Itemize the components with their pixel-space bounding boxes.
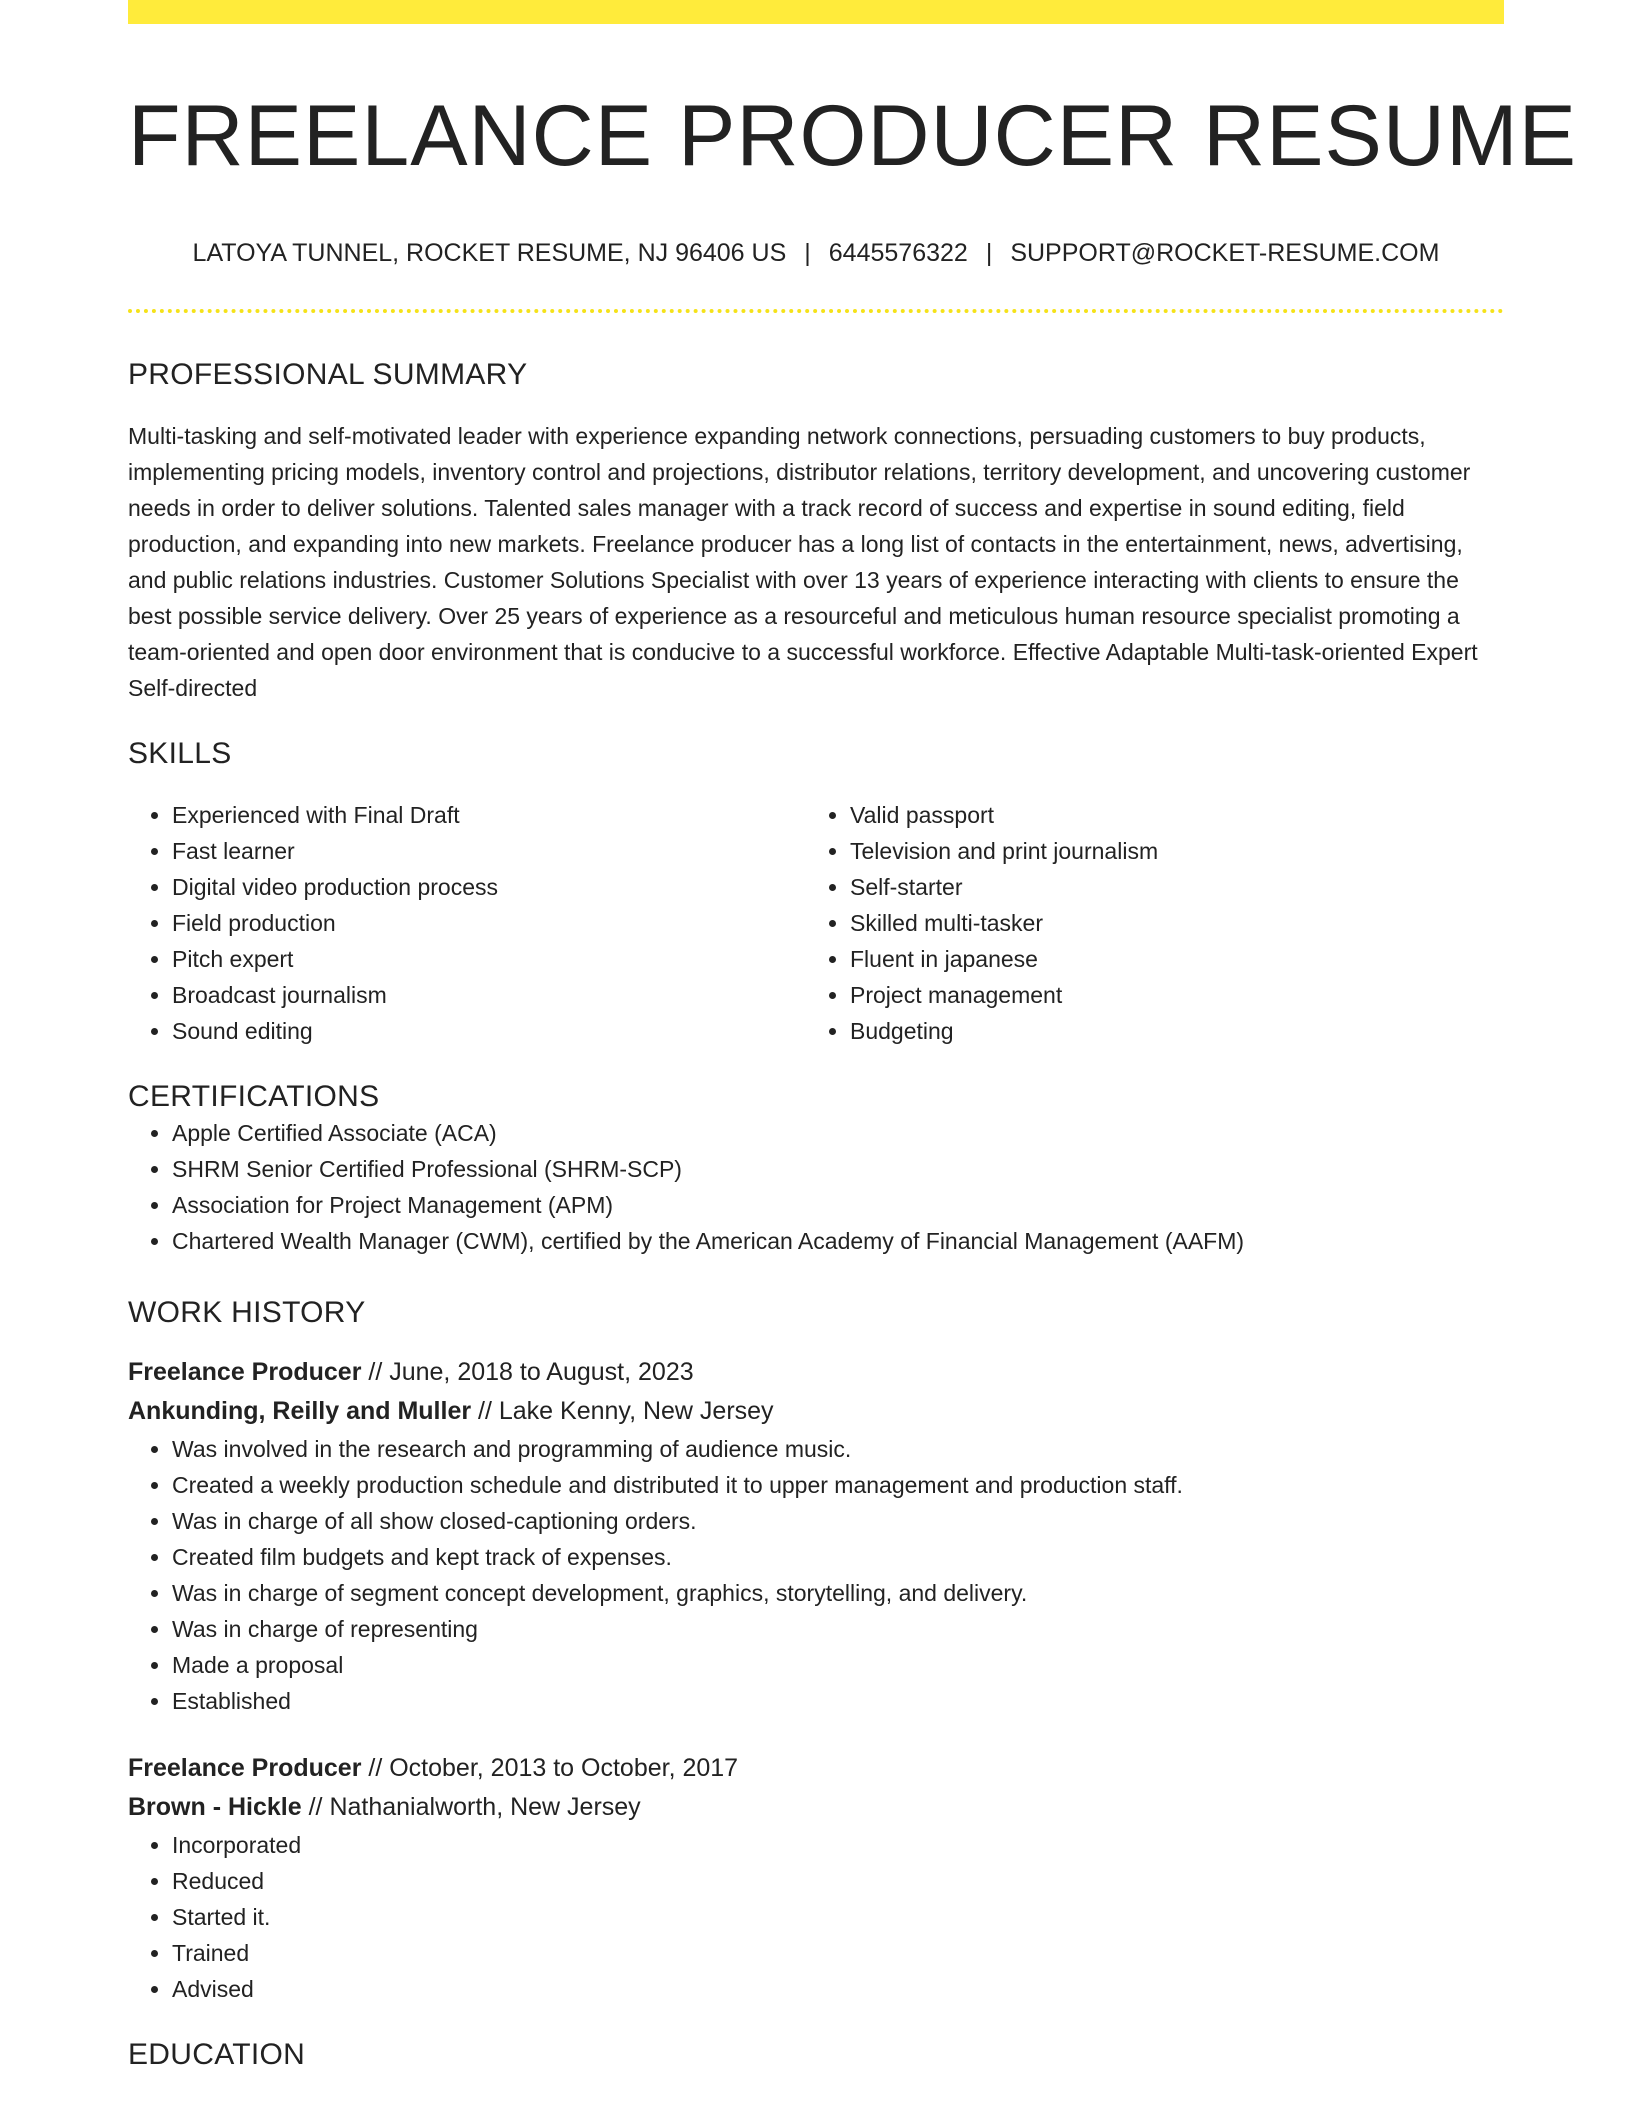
- skill-item: • Pitch expert: [172, 941, 806, 977]
- certifications-section: [128, 1079, 1504, 1259]
- work-history-section: [128, 1295, 1504, 2007]
- job-duty-item: • Was in charge of representing: [172, 1611, 1504, 1647]
- contact-separator: |: [804, 239, 811, 267]
- summary-heading: PROFESSIONAL SUMMARY: [128, 358, 528, 391]
- job-dates: // June, 2018 to August, 2023: [361, 1358, 694, 1386]
- job-company: Brown - Hickle: [128, 1793, 302, 1821]
- skills-column-left: [128, 797, 806, 1049]
- contact-phone[interactable]: 6445576322: [828, 239, 968, 267]
- certifications-heading: CERTIFICATIONS: [128, 1080, 380, 1113]
- job-location: // Nathanialworth, New Jersey: [301, 1793, 641, 1821]
- summary-text: Multi-tasking and self-motivated leader with experience expanding network connections, persuading customers to buy products, implementing pricing models, inventory control and projections, distributor relations, territory development, and uncovering customer needs in order to deliver solutions. Talented sales manager with a track record of success and expertise in sound editing, field production, and expanding into new markets. Freelance producer has a long list of contacts in the entertainment, news, advertising, and public relations industries. Customer Solutions Specialist with over 13 years of experience interacting with clients to ensure the best possible service delivery. Over 25 years of experience as a resourceful and meticulous human resource specialist promoting a team-oriented and open door environment that is conducive to a successful workforce. Effective Adaptable Multi-task-oriented Expert Self-directed: [128, 423, 1478, 701]
- job-duty-item: • Made a proposal: [172, 1647, 1504, 1683]
- job-duty-item: • Advised: [172, 1971, 1504, 2007]
- contact-separator: |: [985, 239, 993, 267]
- job-title: Freelance Producer: [128, 1754, 362, 1782]
- skill-item: • Valid passport: [850, 797, 1484, 833]
- job-duty-item: • Was involved in the research and programming of audience music.: [172, 1431, 1504, 1467]
- skill-item: • Budgeting: [850, 1013, 1484, 1049]
- skill-item: • Skilled multi-tasker: [850, 905, 1484, 941]
- resume-title: FREELANCE PRODUCER RESUME: [128, 88, 1577, 184]
- skills-section: [128, 736, 1504, 1049]
- certification-item: • Apple Certified Associate (ACA): [172, 1115, 1504, 1151]
- skill-item: • Experienced with Final Draft: [172, 797, 806, 833]
- certification-item: • Association for Project Management (APM): [172, 1187, 1504, 1223]
- contact-email[interactable]: SUPPORT@ROCKET-RESUME.COM: [1010, 239, 1440, 267]
- skill-item: • Digital video production process: [172, 869, 806, 905]
- job-duty-item: • Reduced: [172, 1863, 1504, 1899]
- accent-bar: [128, 0, 1504, 24]
- contact-line: [128, 238, 1504, 268]
- skill-item: • Field production: [172, 905, 806, 941]
- skills-list-left: [128, 797, 806, 1049]
- skills-heading: SKILLS: [128, 737, 232, 770]
- certification-item: • Chartered Wealth Manager (CWM), certified by the American Academy of Financial Management (AAFM): [172, 1223, 1504, 1259]
- job-location: // Lake Kenny, New Jersey: [471, 1397, 774, 1425]
- job-duty-item: • Created a weekly production schedule and distributed it to upper management and production staff.: [172, 1467, 1504, 1503]
- skill-item: • Project management: [850, 977, 1484, 1013]
- skill-item: • Fast learner: [172, 833, 806, 869]
- education-heading: EDUCATION: [128, 2038, 306, 2071]
- job-duty-item: • Trained: [172, 1935, 1504, 1971]
- skill-item: • Fluent in japanese: [850, 941, 1484, 977]
- skill-item: • Broadcast journalism: [172, 977, 806, 1013]
- work-history-heading: WORK HISTORY: [128, 1296, 366, 1329]
- job-title-line: [128, 1749, 1504, 1788]
- job-company-line: [128, 1788, 1504, 1827]
- header-divider: [128, 309, 1504, 313]
- job-duty-item: • Established: [172, 1683, 1504, 1719]
- summary-section: [128, 357, 1504, 706]
- job-duties-list: [128, 1827, 1504, 2007]
- job-title: Freelance Producer: [128, 1358, 362, 1386]
- job-company-line: [128, 1392, 1504, 1431]
- skills-column-right: [806, 797, 1484, 1049]
- education-section: [128, 2037, 1504, 2073]
- job-duty-item: • Started it.: [172, 1899, 1504, 1935]
- job-duty-item: • Was in charge of all show closed-captioning orders.: [172, 1503, 1504, 1539]
- job-duties-list: [128, 1431, 1504, 1719]
- job-dates: // October, 2013 to October, 2017: [361, 1754, 739, 1782]
- contact-address: LATOYA TUNNEL, ROCKET RESUME, NJ 96406 US: [192, 239, 787, 267]
- resume-page: [128, 0, 1577, 2073]
- job-duty-item: • Was in charge of segment concept development, graphics, storytelling, and delivery.: [172, 1575, 1504, 1611]
- skill-item: • Sound editing: [172, 1013, 806, 1049]
- skills-grid: [128, 797, 1504, 1049]
- certifications-list: [128, 1115, 1504, 1259]
- certification-item: • SHRM Senior Certified Professional (SHRM-SCP): [172, 1151, 1504, 1187]
- job-duty-item: • Created film budgets and kept track of expenses.: [172, 1539, 1504, 1575]
- job-duty-item: • Incorporated: [172, 1827, 1504, 1863]
- skill-item: • Self-starter: [850, 869, 1484, 905]
- job-title-line: [128, 1353, 1504, 1392]
- skill-item: • Television and print journalism: [850, 833, 1484, 869]
- skills-list-right: [806, 797, 1484, 1049]
- job-company: Ankunding, Reilly and Muller: [128, 1397, 472, 1425]
